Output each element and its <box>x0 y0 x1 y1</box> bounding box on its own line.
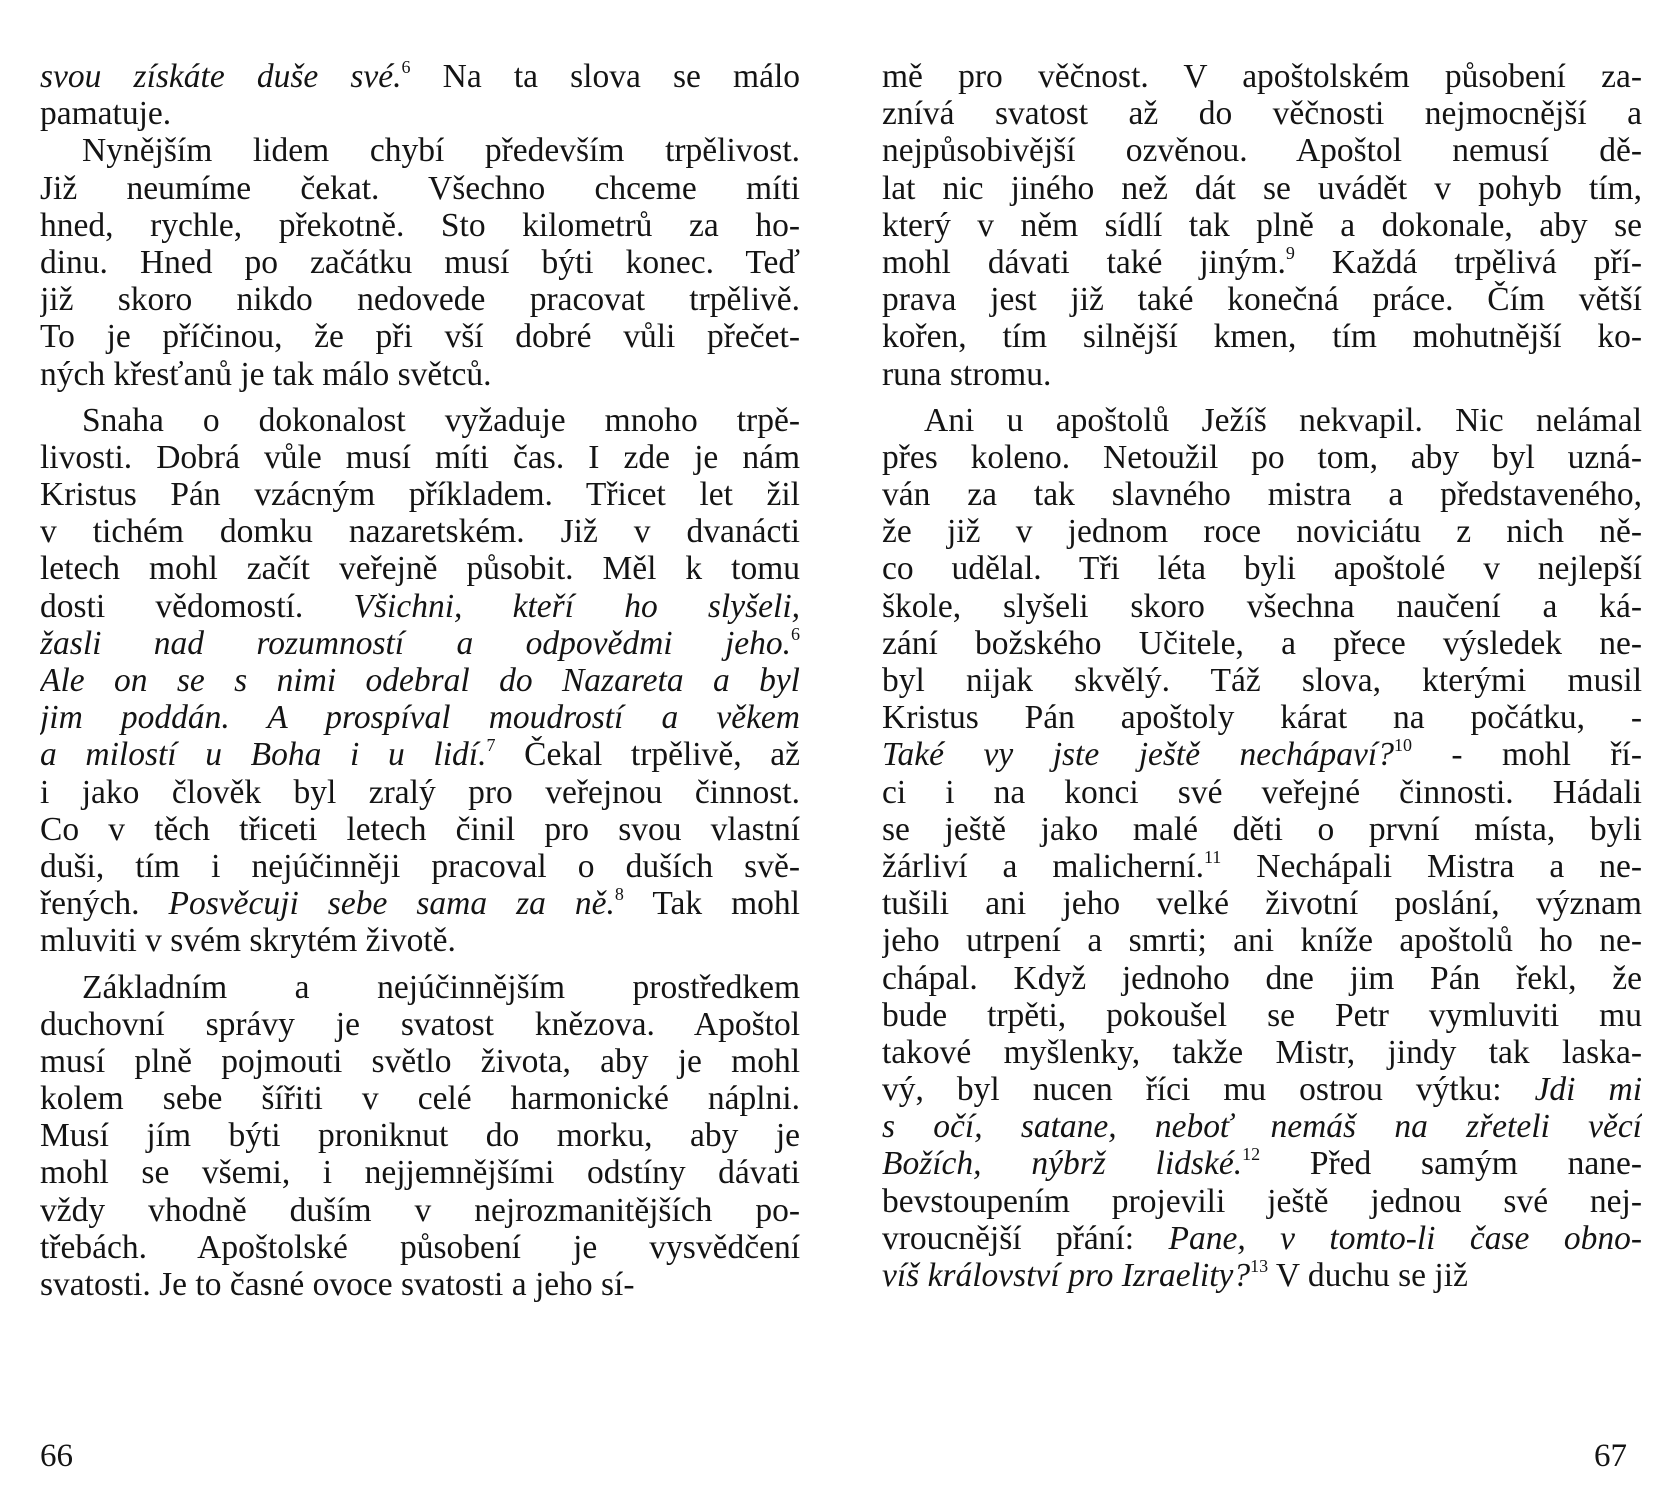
text-line <box>882 207 1642 244</box>
text-segment: Čekal trpělivě, až <box>495 736 800 774</box>
text-line <box>882 244 1642 281</box>
text-segment: žárliví a malicherní. <box>882 847 1204 885</box>
text-line <box>882 1220 1642 1257</box>
italic-quote: Pane, v tomto-li čase obno- <box>1168 1219 1642 1257</box>
italic-quote: s očí, satane, neboť nemáš na zřeteli věcí <box>882 1108 1642 1146</box>
text-line <box>882 281 1642 318</box>
text-segment: který v něm sídlí tak plně a dokonale, aby se <box>882 206 1642 244</box>
italic-quote: jim poddán. A prospíval moudrostí a věkem <box>40 699 800 737</box>
text-line <box>882 1108 1642 1145</box>
italic-quote: víš království pro Izraelity? <box>882 1257 1251 1294</box>
text-line <box>40 1229 800 1266</box>
text-line <box>40 699 800 736</box>
text-line <box>882 402 1642 439</box>
text-line <box>882 960 1642 997</box>
text-segment: Tak mohl <box>623 885 800 923</box>
text-segment: tušili ani jeho velké životní poslání, význam <box>882 885 1642 923</box>
right-page-text <box>882 58 1642 1294</box>
text-line <box>40 1080 800 1117</box>
text-segment: mohl dávati také jiným. <box>882 243 1286 281</box>
text-segment: lat nic jiného než dát se uvádět v pohyb tím, <box>882 169 1642 207</box>
text-segment: Ani u apoštolů Ježíš nekvapil. Nic nelámal <box>924 401 1642 439</box>
text-line <box>40 58 800 95</box>
text-segment: Před samým nane- <box>1260 1145 1642 1183</box>
footnote-marker: 6 <box>401 58 411 77</box>
text-segment: letech mohl začít veřejně působit. Měl k tomu <box>40 550 800 588</box>
text-line <box>882 699 1642 736</box>
footnote-marker: 7 <box>486 736 496 756</box>
text-line <box>882 95 1642 132</box>
text-line <box>40 95 800 132</box>
text-segment: hned, rychle, překotně. Sto kilometrů za ho- <box>40 206 800 244</box>
italic-quote: Božích, nýbrž lidské. <box>882 1145 1243 1183</box>
page-number-right: 67 <box>1594 1438 1627 1474</box>
text-line <box>40 774 800 811</box>
text-segment: se ještě jako malé děti o první místa, byli <box>882 810 1642 848</box>
text-line <box>882 550 1642 587</box>
text-line <box>40 550 800 587</box>
text-line <box>882 318 1642 355</box>
text-segment: mě pro věčnost. V apoštolském působení za- <box>882 58 1642 95</box>
text-line <box>40 625 800 662</box>
text-segment: mluviti v svém skrytém životě. <box>40 922 456 960</box>
text-line <box>882 997 1642 1034</box>
text-line <box>882 1257 1642 1294</box>
italic-quote: Také vy jste ještě nechápaví? <box>882 736 1394 774</box>
text-segment: chápal. Když jednoho dne jim Pán řekl, že <box>882 959 1642 997</box>
text-segment: třebách. Apoštolské působení je vysvědčení <box>40 1228 800 1266</box>
text-line <box>40 476 800 513</box>
text-segment: duši, tím i nejúčinněji pracoval o duších svě- <box>40 847 800 885</box>
footnote-marker: 9 <box>1285 243 1295 263</box>
italic-quote: Ale on se s nimi odebral do Nazareta a byl <box>40 662 800 699</box>
text-line <box>40 922 800 959</box>
text-line <box>40 1266 800 1303</box>
text-line <box>40 318 800 355</box>
text-segment: pamatuje. <box>40 95 172 133</box>
text-line <box>882 588 1642 625</box>
text-segment: livosti. Dobrá vůle musí míti čas. I zde je nám <box>40 438 800 476</box>
text-line <box>882 1034 1642 1071</box>
right-page <box>882 58 1642 1294</box>
left-page-text <box>40 58 800 1303</box>
text-line <box>40 513 800 550</box>
text-line <box>40 885 800 922</box>
text-line <box>882 476 1642 513</box>
text-segment: ných křesťanů je tak málo světců. <box>40 355 492 393</box>
text-segment: řených. <box>40 885 169 923</box>
text-segment: bevstoupením projevili ještě jednou své nej- <box>882 1182 1642 1220</box>
text-segment: bude trpěti, pokoušel se Petr vymluviti mu <box>882 996 1642 1034</box>
footnote-marker: 13 <box>1250 1257 1269 1276</box>
text-segment: vý, byl nucen říci mu ostrou výtku: <box>882 1071 1535 1109</box>
footnote-marker: 10 <box>1393 736 1412 756</box>
text-segment: ván za tak slavného mistra a představeného, <box>882 476 1642 514</box>
text-line <box>882 513 1642 550</box>
text-segment: prava jest již také konečná práce. Čím větší <box>882 281 1642 319</box>
text-segment: musí plně pojmouti světlo života, aby je mohl <box>40 1042 800 1080</box>
text-line <box>40 1006 800 1043</box>
text-segment: - mohl ří- <box>1411 736 1642 774</box>
text-segment: Již neumíme čekat. Všechno chceme míti <box>40 169 800 207</box>
text-line <box>882 885 1642 922</box>
text-line <box>882 811 1642 848</box>
text-segment: vždy vhodně duším v nejrozmanitějších po- <box>40 1191 800 1229</box>
italic-quote: a milostí u Boha i u lidí. <box>40 736 487 774</box>
italic-quote: Všichni, kteří ho slyšeli, <box>353 587 800 625</box>
text-line <box>40 439 800 476</box>
text-line <box>40 207 800 244</box>
text-line <box>882 662 1642 699</box>
text-segment: Nynějším lidem chybí především trpělivost. <box>82 132 800 170</box>
text-segment: takové myšlenky, takže Mistr, jindy tak laska- <box>882 1033 1642 1071</box>
text-line <box>40 662 800 699</box>
text-segment: škole, slyšeli skoro všechna naučení a ká- <box>882 587 1642 625</box>
text-line <box>40 281 800 318</box>
text-segment: dinu. Hned po začátku musí býti konec. Teď <box>40 243 800 281</box>
text-segment: byl nijak skvělý. Táž slova, kterými musil <box>882 662 1642 699</box>
text-segment: v tichém domku nazaretském. Již v dvanácti <box>40 513 800 551</box>
text-line <box>40 969 800 1006</box>
text-segment: Snaha o dokonalost vyžaduje mnoho trpě- <box>82 401 800 439</box>
text-line <box>40 736 800 773</box>
text-line <box>40 1043 800 1080</box>
text-segment: Nechápali Mistra a ne- <box>1221 847 1642 885</box>
text-line <box>882 1183 1642 1220</box>
text-segment: i jako člověk byl zralý pro veřejnou činnost. <box>40 773 800 811</box>
text-segment: zání božského Učitele, a přece výsledek ne- <box>882 624 1642 662</box>
text-segment: jeho utrpení a smrti; ani kníže apoštolů ho ne- <box>882 922 1642 960</box>
text-line <box>40 402 800 439</box>
text-line <box>40 1117 800 1154</box>
text-segment: ci i na konci své veřejné činnosti. Hádali <box>882 773 1642 811</box>
text-line <box>882 1071 1642 1108</box>
footnote-marker: 6 <box>791 624 800 644</box>
text-line <box>882 774 1642 811</box>
italic-quote: Jdi mi <box>1534 1071 1642 1109</box>
text-segment: Na ta slova se málo <box>410 58 800 95</box>
footnote-marker: 11 <box>1203 847 1222 867</box>
text-segment: vroucnější přání: <box>882 1219 1169 1257</box>
text-line <box>882 1145 1642 1182</box>
text-line <box>882 848 1642 885</box>
text-line <box>40 170 800 207</box>
text-line <box>40 1192 800 1229</box>
text-line <box>40 1154 800 1191</box>
text-segment: runa stromu. <box>882 355 1052 393</box>
text-segment: kolem sebe šířiti v celé harmonické náplni. <box>40 1080 800 1118</box>
text-segment: svatosti. Je to časné ovoce svatosti a jeho sí- <box>40 1266 635 1303</box>
text-line <box>882 58 1642 95</box>
italic-quote: Posvěcuji sebe sama za ně. <box>168 885 615 923</box>
footnote-marker: 12 <box>1242 1145 1261 1165</box>
text-line <box>882 439 1642 476</box>
text-segment: co udělal. Tři léta byli apoštolé v nejlepší <box>882 550 1642 588</box>
text-segment: nejpůsobivější ozvěnou. Apoštol nemusí dě- <box>882 132 1642 170</box>
text-segment: že již v jednom roce noviciátu z nich ně- <box>882 513 1642 551</box>
text-line <box>882 170 1642 207</box>
text-segment: To je příčinou, že při vší dobré vůli přečet- <box>40 318 800 356</box>
left-page <box>40 58 800 1303</box>
italic-quote: žasli nad rozumností a odpovědmi jeho. <box>40 624 791 662</box>
text-segment: znívá svatost až do věčnosti nejmocnější a <box>882 95 1642 133</box>
text-segment: Základním a nejúčinnějším prostředkem <box>82 968 800 1006</box>
text-line <box>40 244 800 281</box>
text-segment: Musí jím býti proniknut do morku, aby je <box>40 1117 800 1155</box>
page-number-left: 66 <box>40 1438 73 1474</box>
text-line <box>40 811 800 848</box>
text-segment: Co v těch třiceti letech činil pro svou vlastní <box>40 810 800 848</box>
text-segment: Kristus Pán vzácným příkladem. Třicet let žil <box>40 476 800 514</box>
text-segment: duchovní správy je svatost knězova. Apoštol <box>40 1005 800 1043</box>
text-segment: mohl se všemi, i nejjemnějšími odstíny dávati <box>40 1154 800 1192</box>
text-segment: Každá trpělivá pří- <box>1294 243 1642 281</box>
text-line <box>882 625 1642 662</box>
text-segment: již skoro nikdo nedovede pracovat trpělivě. <box>40 281 800 319</box>
text-segment: dosti vědomostí. <box>40 587 354 625</box>
text-line <box>40 356 800 393</box>
italic-quote: svou získáte duše své. <box>40 58 402 95</box>
text-line <box>40 848 800 885</box>
text-line <box>882 922 1642 959</box>
text-line <box>882 132 1642 169</box>
text-line <box>882 356 1642 393</box>
footnote-marker: 8 <box>614 885 624 905</box>
text-segment: V duchu se již <box>1268 1257 1468 1294</box>
text-segment: kořen, tím silnější kmen, tím mohutnější ko- <box>882 318 1642 356</box>
text-line <box>40 132 800 169</box>
text-segment: přes koleno. Netoužil po tom, aby byl uzná- <box>882 438 1642 476</box>
text-line <box>40 588 800 625</box>
text-segment: Kristus Pán apoštoly kárat na počátku, - <box>882 699 1642 737</box>
text-line <box>882 736 1642 773</box>
